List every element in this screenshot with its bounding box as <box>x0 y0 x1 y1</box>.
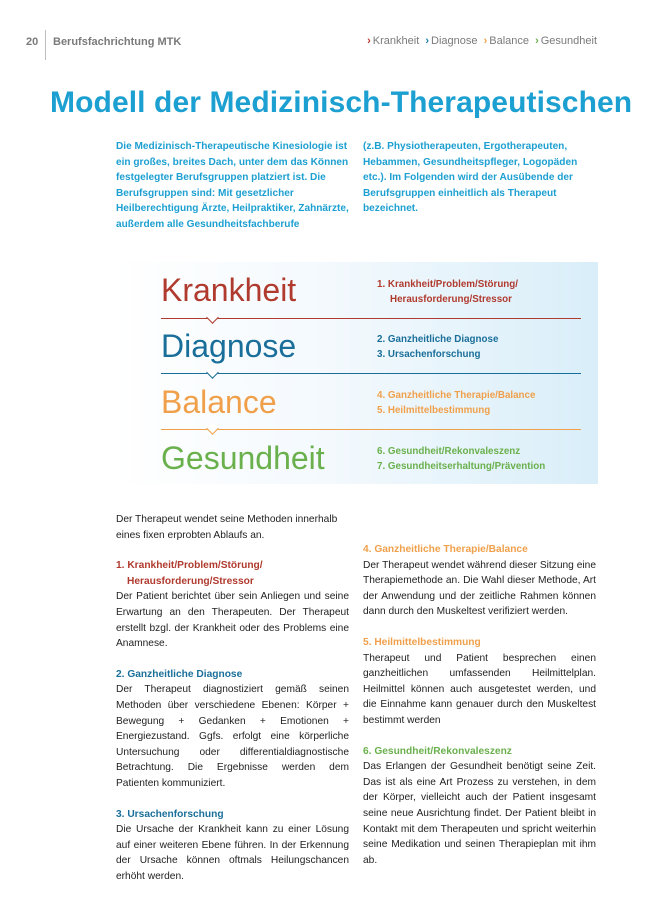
stage-word-balance: Balance <box>161 384 277 420</box>
chevron-right-icon: › <box>483 35 488 47</box>
divider-notch <box>206 422 219 435</box>
breadcrumb-item-diagnose: › Diagnose <box>425 35 478 47</box>
section-heading: 2. Ganzheitliche Diagnose <box>116 668 243 680</box>
chevron-right-icon: › <box>535 35 539 47</box>
section-text: Das Erlangen der Gesundheit benötigt seine Zeit. Das ist als eine Art Prozess zu verstehen, in dem der Körper, vielleicht auch der Patient insgesamt seine neue Ausrichtung findet. Der Patient bleibt in Kontakt mit dem Therapeuten und spricht weiterhin seine Medikation und seinen Therapieplan mit ihm ab. <box>363 761 596 866</box>
stage-item: 3. Ursachenforschung <box>377 349 481 360</box>
section-heading: 4. Ganzheitliche Therapie/Balance <box>363 544 528 555</box>
stage-item: 6. Gesundheit/Rekonvaleszenz <box>377 446 521 457</box>
stage-item: 7. Gesundheitserhaltung/Prävention <box>377 461 546 472</box>
divider-notch <box>206 311 219 324</box>
section-heading: 6. Gesundheit/Rekonvaleszenz <box>363 745 512 757</box>
stage-item: 5. Heilmittelbestimmung <box>377 405 491 416</box>
breadcrumb-item-gesundheit: › Gesundheit <box>535 35 597 47</box>
stage-item: 4. Ganzheitliche Therapie/Balance <box>377 390 536 401</box>
stage-items-gesundheit <box>377 444 545 474</box>
stage-item: Herausforderung/Stressor <box>390 294 512 305</box>
divider-notch <box>206 366 219 379</box>
chevron-right-icon: › <box>425 35 430 47</box>
lead-paragraph: Der Therapeut wendet seine Methoden innerhalb eines fixen erprobten Ablaufs an. <box>116 514 338 541</box>
section-heading: 3. Ursachenforschung <box>116 808 224 820</box>
section-heading: 5. Heilmittelbestimmung <box>363 636 481 648</box>
breadcrumb-item-balance: › Balance <box>483 35 529 47</box>
stage-item: 2. Ganzheitliche Diagnose <box>377 334 499 345</box>
section-text: Die Ursache der Krankheit kann zu einer Lösung auf einer weiteren Ebene führen. In der Erkennung der Ursache können oftmals Heilungschancen erhöht werden. <box>116 824 349 882</box>
breadcrumb <box>364 35 597 47</box>
stage-items-krankheit <box>377 277 518 307</box>
stage-divider <box>161 429 581 430</box>
stage-divider <box>161 373 581 374</box>
chevron-right-icon: › <box>367 35 371 47</box>
section-text: Der Patient berichtet über sein Anliegen und seine Erwartung an den Therapeuten. Der Therapeut erstellt bzgl. der Krankheit oder des Problems eine Anamnese. <box>116 591 349 650</box>
body-column-right <box>363 542 596 868</box>
stages-panel <box>116 262 598 484</box>
intro-left: Die Medizinisch-Therapeutische Kinesiologie ist ein großes, breites Dach, unter dem das Können festgelegter Berufsgruppen platziert ist. Die Berufsgruppen sind: Mit gesetzlicher Heilberechtigung Ärzte, Heilpraktiker, Zahnärzte, außerdem alle Gesundheitsfachberufe <box>116 141 349 230</box>
page-title: Modell der Medizinisch-Therapeutischen <box>50 86 633 119</box>
stage-items-diagnose <box>377 332 498 362</box>
stage-divider <box>161 318 581 319</box>
page-number: 20 <box>26 36 39 48</box>
body-column-left <box>116 512 349 884</box>
section-text: Therapeut und Patient besprechen einen ganzheitlichen umfassenden Heilmittelplan. Heilmittel können auch ausgetestet werden, und die Einnahme kann genauer durch den Muskeltest bestimmt werden <box>363 652 596 726</box>
header-divider <box>45 30 46 60</box>
running-title: Berufsfachrichtung MTK <box>53 36 182 48</box>
intro-right: (z.B. Physiotherapeuten, Ergotherapeuten, Hebammen, Gesundheitspfleger, Logopäden etc.). Im Folgenden wird der Ausübende der Berufsgruppen einheitlich als Therapeut bezeichnet. <box>363 141 578 214</box>
section-text: Der Therapeut diagnostiziert gemäß seinen Methoden über verschiedene Ebenen: Körper + Bewegung + Gedanken + Emotionen + Energiezustand. Ggfs. erfolgt eine körperliche Untersuchung oder differentialdiagnostische Betrachtung. Die Ergebnisse werden dem Patienten kommuniziert. <box>116 684 349 789</box>
stage-items-balance <box>377 388 535 418</box>
page-header <box>0 0 649 60</box>
breadcrumb-item-krankheit: › Krankheit <box>367 35 420 47</box>
stage-word-krankheit: Krankheit <box>161 272 297 308</box>
stage-word-gesundheit: Gesundheit <box>161 440 325 476</box>
stage-word-diagnose: Diagnose <box>161 328 297 364</box>
stage-item: 1. Krankheit/Problem/Störung/ <box>377 279 518 290</box>
section-text: Der Therapeut wendet während dieser Sitzung eine Therapiemethode an. Die Wahl dieser Methode, Art der Anwendung und der zeitliche Rahmen können dann durch den Muskeltest verifiziert werden. <box>363 559 596 618</box>
section-heading: 1. Krankheit/Problem/Störung/ Herausforderung/Stressor <box>116 560 263 587</box>
